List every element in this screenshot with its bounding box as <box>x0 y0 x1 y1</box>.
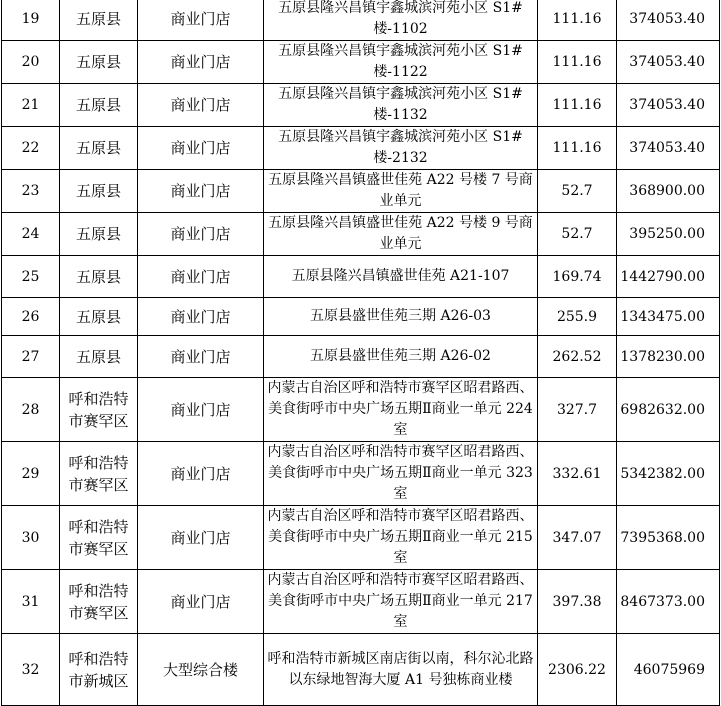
row-number: 31 <box>2 570 60 634</box>
table-row <box>2 84 720 127</box>
price-cell: 8467373.00 <box>617 570 720 634</box>
table-row <box>2 213 720 256</box>
row-number: 28 <box>2 378 60 442</box>
area-cell: 52.7 <box>538 213 617 256</box>
table-row <box>2 570 720 634</box>
price-cell: 6982632.00 <box>617 378 720 442</box>
property-type-cell: 商业门店 <box>138 127 264 170</box>
county-cell: 五原县 <box>60 298 138 336</box>
area-cell: 52.7 <box>538 170 617 213</box>
county-cell: 五原县 <box>60 170 138 213</box>
row-number: 26 <box>2 298 60 336</box>
county-cell: 五原县 <box>60 84 138 127</box>
property-type-cell: 商业门店 <box>138 0 264 41</box>
table-row <box>2 170 720 213</box>
area-cell: 111.16 <box>538 84 617 127</box>
price-cell: 374053.40 <box>617 127 720 170</box>
price-cell: 1343475.00 <box>617 298 720 336</box>
table-row <box>2 442 720 506</box>
address-cell: 五原县隆兴昌镇盛世佳苑 A22 号楼 7 号商业单元 <box>264 170 538 213</box>
address-cell: 五原县隆兴昌镇宇鑫城滨河苑小区 S1#楼-1122 <box>264 41 538 84</box>
address-cell: 五原县盛世佳苑三期 A26-02 <box>264 336 538 378</box>
address-cell: 呼和浩特市新城区南店街以南，科尔沁北路以东绿地智海大厦 A1 号独栋商业楼 <box>264 634 538 706</box>
row-number: 32 <box>2 634 60 706</box>
address-cell: 五原县隆兴昌镇宇鑫城滨河苑小区 S1#楼-2132 <box>264 127 538 170</box>
table-row <box>2 0 720 41</box>
property-type-cell: 大型综合楼 <box>138 634 264 706</box>
price-cell: 7395368.00 <box>617 506 720 570</box>
table-row <box>2 336 720 378</box>
table-row <box>2 634 720 706</box>
row-number: 20 <box>2 41 60 84</box>
property-type-cell: 商业门店 <box>138 336 264 378</box>
area-cell: 255.9 <box>538 298 617 336</box>
address-cell: 内蒙古自治区呼和浩特市赛罕区昭君路西、美食街呼市中央广场五期Ⅱ商业一单元 323 室 <box>264 442 538 506</box>
property-type-cell: 商业门店 <box>138 213 264 256</box>
county-cell: 呼和浩特市新城区 <box>60 634 138 706</box>
property-type-cell: 商业门店 <box>138 506 264 570</box>
table-row <box>2 506 720 570</box>
row-number: 23 <box>2 170 60 213</box>
property-type-cell: 商业门店 <box>138 84 264 127</box>
county-cell: 五原县 <box>60 0 138 41</box>
row-number: 21 <box>2 84 60 127</box>
property-listing-table <box>1 0 720 706</box>
area-cell: 262.52 <box>538 336 617 378</box>
table-row <box>2 127 720 170</box>
property-type-cell: 商业门店 <box>138 442 264 506</box>
area-cell: 169.74 <box>538 256 617 298</box>
address-cell: 五原县隆兴昌镇盛世佳苑 A22 号楼 9 号商业单元 <box>264 213 538 256</box>
table-row <box>2 41 720 84</box>
address-cell: 五原县隆兴昌镇宇鑫城滨河苑小区 S1#楼-1102 <box>264 0 538 41</box>
county-cell: 呼和浩特市赛罕区 <box>60 506 138 570</box>
row-number: 30 <box>2 506 60 570</box>
county-cell: 呼和浩特市赛罕区 <box>60 442 138 506</box>
price-cell: 1442790.00 <box>617 256 720 298</box>
county-cell: 五原县 <box>60 256 138 298</box>
table-row <box>2 298 720 336</box>
price-cell: 5342382.00 <box>617 442 720 506</box>
table-row <box>2 256 720 298</box>
county-cell: 五原县 <box>60 213 138 256</box>
address-cell: 内蒙古自治区呼和浩特市赛罕区昭君路西、美食街呼市中央广场五期Ⅱ商业一单元 224 室 <box>264 378 538 442</box>
price-cell: 368900.00 <box>617 170 720 213</box>
price-cell: 374053.40 <box>617 84 720 127</box>
address-cell: 五原县隆兴昌镇宇鑫城滨河苑小区 S1#楼-1132 <box>264 84 538 127</box>
price-cell: 46075969 <box>617 634 720 706</box>
area-cell: 111.16 <box>538 127 617 170</box>
area-cell: 2306.22 <box>538 634 617 706</box>
row-number: 29 <box>2 442 60 506</box>
row-number: 25 <box>2 256 60 298</box>
area-cell: 327.7 <box>538 378 617 442</box>
property-type-cell: 商业门店 <box>138 298 264 336</box>
price-cell: 374053.40 <box>617 41 720 84</box>
property-type-cell: 商业门店 <box>138 170 264 213</box>
area-cell: 347.07 <box>538 506 617 570</box>
price-cell: 1378230.00 <box>617 336 720 378</box>
county-cell: 呼和浩特市赛罕区 <box>60 378 138 442</box>
property-type-cell: 商业门店 <box>138 41 264 84</box>
address-cell: 五原县隆兴昌镇盛世佳苑 A21-107 <box>264 256 538 298</box>
price-cell: 374053.40 <box>617 0 720 41</box>
address-cell: 内蒙古自治区呼和浩特市赛罕区昭君路西、美食街呼市中央广场五期Ⅱ商业一单元 217 室 <box>264 570 538 634</box>
county-cell: 呼和浩特市赛罕区 <box>60 570 138 634</box>
table-row <box>2 378 720 442</box>
county-cell: 五原县 <box>60 336 138 378</box>
area-cell: 397.38 <box>538 570 617 634</box>
property-type-cell: 商业门店 <box>138 378 264 442</box>
row-number: 19 <box>2 0 60 41</box>
price-cell: 395250.00 <box>617 213 720 256</box>
county-cell: 五原县 <box>60 41 138 84</box>
row-number: 27 <box>2 336 60 378</box>
row-number: 22 <box>2 127 60 170</box>
address-cell: 五原县盛世佳苑三期 A26-03 <box>264 298 538 336</box>
address-cell: 内蒙古自治区呼和浩特市赛罕区昭君路西、美食街呼市中央广场五期Ⅱ商业一单元 215 室 <box>264 506 538 570</box>
property-type-cell: 商业门店 <box>138 256 264 298</box>
row-number: 24 <box>2 213 60 256</box>
area-cell: 111.16 <box>538 0 617 41</box>
area-cell: 111.16 <box>538 41 617 84</box>
property-type-cell: 商业门店 <box>138 570 264 634</box>
area-cell: 332.61 <box>538 442 617 506</box>
county-cell: 五原县 <box>60 127 138 170</box>
